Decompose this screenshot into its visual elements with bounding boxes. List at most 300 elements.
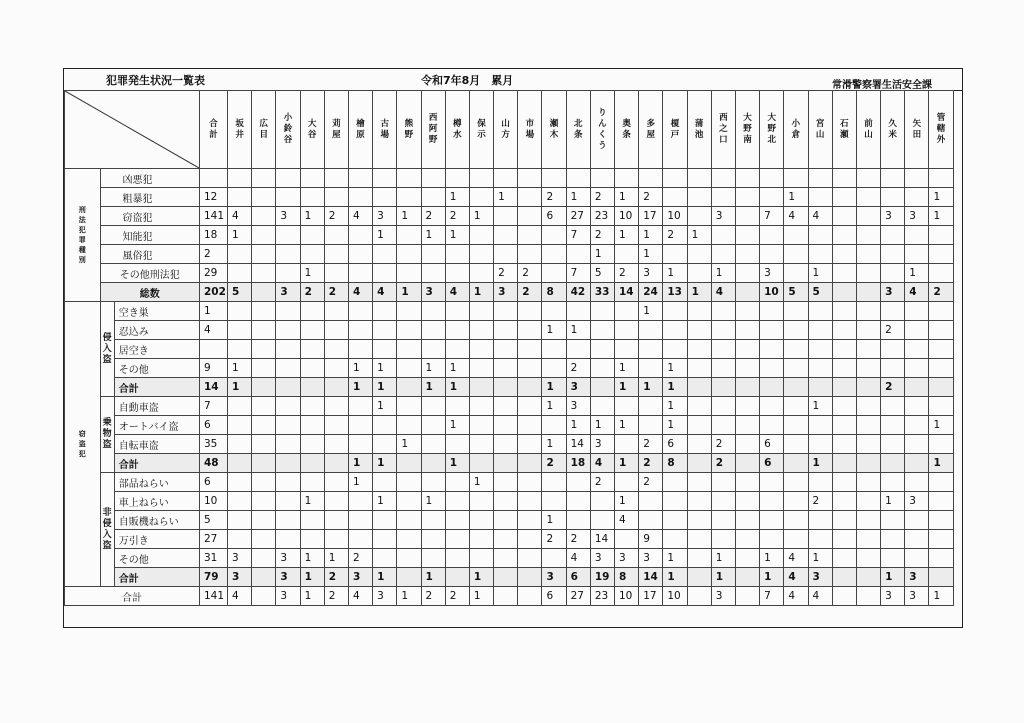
- table-cell: [300, 378, 324, 397]
- table-cell: [856, 302, 880, 321]
- table-cell: 2: [711, 435, 735, 454]
- table-cell: [784, 302, 808, 321]
- table-cell: [348, 169, 372, 188]
- table-row: [65, 169, 954, 188]
- table-cell: [808, 378, 832, 397]
- table-cell: [784, 226, 808, 245]
- report-period: 令和7年8月 累月: [421, 74, 514, 87]
- table-cell: 1: [663, 359, 687, 378]
- table-cell: [735, 283, 759, 302]
- table-cell: [881, 397, 905, 416]
- table-cell: [324, 397, 348, 416]
- table-cell: [397, 226, 421, 245]
- table-cell: [300, 454, 324, 473]
- table-cell: [687, 321, 711, 340]
- table-cell: [566, 245, 590, 264]
- table-cell: [711, 245, 735, 264]
- table-cell: [905, 359, 929, 378]
- table-cell: [760, 169, 784, 188]
- table-cell: [348, 264, 372, 283]
- table-cell: 2: [639, 435, 663, 454]
- table-cell: [518, 397, 542, 416]
- table-cell: [735, 397, 759, 416]
- table-cell: [348, 511, 372, 530]
- table-cell: [324, 340, 348, 359]
- column-header-label: 小鈴谷: [283, 113, 293, 145]
- row-label: 窃盗犯: [100, 207, 199, 226]
- table-cell: 2: [542, 454, 566, 473]
- table-cell: 1: [469, 283, 493, 302]
- table-cell: 1: [905, 264, 929, 283]
- column-header-label: 市場: [525, 118, 535, 140]
- table-row: [65, 492, 954, 511]
- diagonal-line: [65, 91, 199, 168]
- table-cell: [687, 530, 711, 549]
- table-cell: [445, 568, 469, 587]
- table-cell: [397, 359, 421, 378]
- table-cell: 2: [324, 207, 348, 226]
- column-header: [808, 91, 832, 169]
- table-cell: 202: [200, 283, 228, 302]
- column-header: [639, 91, 663, 169]
- section-label: 窃盗犯: [78, 430, 86, 458]
- table-cell: 4: [784, 207, 808, 226]
- column-header: [566, 91, 590, 169]
- table-cell: [905, 530, 929, 549]
- table-cell: [324, 530, 348, 549]
- table-row: [65, 283, 954, 302]
- table-cell: [711, 492, 735, 511]
- table-cell: 1: [639, 245, 663, 264]
- table-cell: 1: [566, 416, 590, 435]
- table-cell: 10: [663, 587, 687, 606]
- table-cell: [735, 587, 759, 606]
- table-cell: [615, 397, 639, 416]
- table-cell: [832, 492, 856, 511]
- table-cell: 2: [445, 207, 469, 226]
- table-cell: [905, 435, 929, 454]
- table-cell: 27: [566, 207, 590, 226]
- table-cell: 1: [687, 283, 711, 302]
- table-cell: [276, 530, 300, 549]
- table-cell: 14: [200, 378, 228, 397]
- table-cell: [711, 340, 735, 359]
- table-cell: [252, 245, 276, 264]
- table-cell: [856, 454, 880, 473]
- table-cell: 10: [760, 283, 784, 302]
- table-cell: 4: [808, 587, 832, 606]
- table-cell: [421, 511, 445, 530]
- table-cell: 1: [808, 264, 832, 283]
- column-header-label: 西之口: [719, 113, 728, 145]
- table-cell: 7: [566, 226, 590, 245]
- table-cell: [252, 264, 276, 283]
- table-cell: [735, 226, 759, 245]
- table-cell: [760, 302, 784, 321]
- table-cell: [397, 169, 421, 188]
- table-cell: [542, 245, 566, 264]
- table-cell: 2: [445, 587, 469, 606]
- table-cell: 10: [663, 207, 687, 226]
- table-row: [65, 511, 954, 530]
- table-cell: [518, 416, 542, 435]
- table-cell: [445, 321, 469, 340]
- table-cell: [929, 340, 953, 359]
- table-cell: [615, 473, 639, 492]
- table-cell: 1: [494, 188, 518, 207]
- table-cell: 10: [615, 207, 639, 226]
- table-cell: 1: [445, 359, 469, 378]
- table-cell: 10: [200, 492, 228, 511]
- table-cell: [687, 302, 711, 321]
- table-cell: [421, 264, 445, 283]
- table-row: [65, 188, 954, 207]
- table-cell: [687, 378, 711, 397]
- table-cell: [735, 359, 759, 378]
- table-cell: [324, 511, 348, 530]
- table-cell: 1: [445, 188, 469, 207]
- table-cell: 1: [373, 378, 397, 397]
- table-cell: 2: [518, 283, 542, 302]
- table-cell: 1: [711, 549, 735, 568]
- row-label: 万引き: [114, 530, 199, 549]
- table-cell: 1: [711, 264, 735, 283]
- table-cell: [856, 397, 880, 416]
- column-header: [615, 91, 639, 169]
- table-cell: [494, 416, 518, 435]
- table-cell: [881, 416, 905, 435]
- table-cell: [348, 397, 372, 416]
- column-header: [711, 91, 735, 169]
- column-header-label: 榎戸: [670, 118, 680, 140]
- table-cell: [639, 397, 663, 416]
- table-cell: [445, 245, 469, 264]
- table-cell: [590, 397, 614, 416]
- table-cell: 3: [373, 587, 397, 606]
- table-cell: 5: [228, 283, 252, 302]
- table-cell: [397, 416, 421, 435]
- table-cell: [590, 321, 614, 340]
- table-cell: [252, 378, 276, 397]
- table-cell: [929, 397, 953, 416]
- table-cell: [687, 549, 711, 568]
- table-cell: [687, 264, 711, 283]
- table-cell: 31: [200, 549, 228, 568]
- table-cell: [373, 416, 397, 435]
- table-cell: 1: [542, 378, 566, 397]
- table-cell: [881, 359, 905, 378]
- column-header-label: 山方: [501, 118, 510, 140]
- table-cell: 4: [784, 549, 808, 568]
- table-cell: 1: [687, 226, 711, 245]
- table-cell: [832, 283, 856, 302]
- table-cell: [687, 511, 711, 530]
- table-cell: [397, 264, 421, 283]
- table-cell: 9: [200, 359, 228, 378]
- table-cell: [929, 530, 953, 549]
- table-cell: 1: [760, 549, 784, 568]
- column-header-label: 前山: [864, 118, 873, 140]
- table-cell: 23: [590, 587, 614, 606]
- table-cell: [905, 511, 929, 530]
- table-cell: [711, 359, 735, 378]
- table-cell: 1: [469, 207, 493, 226]
- table-cell: [735, 245, 759, 264]
- table-cell: [929, 359, 953, 378]
- table-cell: [590, 302, 614, 321]
- table-cell: 1: [929, 207, 953, 226]
- table-cell: [784, 340, 808, 359]
- table-cell: 8: [542, 283, 566, 302]
- table-cell: [494, 302, 518, 321]
- row-label: 自動車盗: [114, 397, 199, 416]
- table-cell: [276, 245, 300, 264]
- table-cell: [856, 511, 880, 530]
- table-cell: [905, 302, 929, 321]
- table-cell: 2: [590, 226, 614, 245]
- table-cell: [784, 473, 808, 492]
- column-header: [397, 91, 421, 169]
- table-cell: [276, 302, 300, 321]
- table-cell: [784, 169, 808, 188]
- crime-statistics-document: [63, 68, 963, 628]
- table-cell: [663, 302, 687, 321]
- table-cell: [252, 416, 276, 435]
- table-cell: [856, 435, 880, 454]
- table-cell: 1: [397, 435, 421, 454]
- row-label: オートバイ盗: [114, 416, 199, 435]
- table-cell: 4: [228, 207, 252, 226]
- table-cell: [832, 340, 856, 359]
- table-cell: 3: [590, 549, 614, 568]
- table-cell: [494, 568, 518, 587]
- table-cell: [324, 169, 348, 188]
- table-cell: [542, 340, 566, 359]
- table-cell: [518, 169, 542, 188]
- table-cell: [324, 321, 348, 340]
- table-cell: 3: [639, 549, 663, 568]
- table-cell: [421, 245, 445, 264]
- table-cell: [639, 321, 663, 340]
- table-cell: 1: [469, 473, 493, 492]
- table-cell: 3: [542, 568, 566, 587]
- table-cell: [469, 264, 493, 283]
- diagonal-corner-cell: [65, 91, 200, 169]
- table-cell: [808, 302, 832, 321]
- table-cell: [856, 492, 880, 511]
- table-cell: [735, 321, 759, 340]
- table-cell: [469, 359, 493, 378]
- table-cell: [300, 397, 324, 416]
- table-cell: 23: [590, 207, 614, 226]
- table-cell: [687, 416, 711, 435]
- table-cell: 35: [200, 435, 228, 454]
- table-cell: 1: [324, 549, 348, 568]
- table-cell: [421, 416, 445, 435]
- table-cell: [445, 340, 469, 359]
- table-cell: [542, 302, 566, 321]
- table-cell: 27: [200, 530, 228, 549]
- table-cell: [373, 549, 397, 568]
- table-cell: 4: [590, 454, 614, 473]
- row-label: 忍込み: [114, 321, 199, 340]
- table-cell: 3: [348, 568, 372, 587]
- table-cell: 1: [228, 226, 252, 245]
- table-cell: [905, 188, 929, 207]
- table-cell: [445, 397, 469, 416]
- table-cell: [832, 226, 856, 245]
- table-cell: [856, 549, 880, 568]
- column-header-label: 大野南: [743, 113, 752, 145]
- subsection-label-cell: [100, 473, 114, 587]
- column-header-label: 蒲池: [694, 118, 704, 140]
- column-header: [663, 91, 687, 169]
- column-header-label: 大谷: [307, 118, 317, 140]
- table-cell: [808, 245, 832, 264]
- table-cell: [881, 226, 905, 245]
- table-cell: 1: [469, 568, 493, 587]
- table-cell: 4: [711, 283, 735, 302]
- table-cell: [856, 321, 880, 340]
- table-cell: 5: [590, 264, 614, 283]
- table-cell: 1: [566, 321, 590, 340]
- table-cell: [276, 397, 300, 416]
- department-name: 常滑警察署生活安全課: [832, 80, 932, 91]
- table-cell: [300, 511, 324, 530]
- table-cell: [421, 454, 445, 473]
- table-cell: 8: [663, 454, 687, 473]
- table-cell: [881, 188, 905, 207]
- table-cell: 3: [590, 435, 614, 454]
- table-cell: 1: [615, 492, 639, 511]
- table-cell: [494, 454, 518, 473]
- table-cell: [832, 378, 856, 397]
- table-cell: [542, 264, 566, 283]
- table-cell: [856, 245, 880, 264]
- row-label: 合計: [114, 378, 199, 397]
- table-row: [65, 207, 954, 226]
- table-cell: 1: [445, 226, 469, 245]
- table-cell: 1: [300, 587, 324, 606]
- table-cell: [615, 321, 639, 340]
- table-cell: [518, 435, 542, 454]
- crime-table-body: [65, 91, 954, 606]
- table-cell: [784, 511, 808, 530]
- table-cell: 3: [881, 587, 905, 606]
- table-cell: [566, 340, 590, 359]
- table-cell: [276, 473, 300, 492]
- table-cell: [445, 264, 469, 283]
- table-cell: 1: [421, 226, 445, 245]
- table-cell: [856, 587, 880, 606]
- column-header-label: 広目: [259, 118, 269, 140]
- table-cell: [832, 188, 856, 207]
- table-cell: [252, 169, 276, 188]
- table-cell: 2: [711, 454, 735, 473]
- table-cell: 4: [566, 549, 590, 568]
- table-cell: [760, 340, 784, 359]
- row-label: 風俗犯: [100, 245, 199, 264]
- table-cell: 2: [615, 264, 639, 283]
- table-cell: [494, 587, 518, 606]
- column-header: [276, 91, 300, 169]
- table-cell: [735, 435, 759, 454]
- table-cell: [711, 511, 735, 530]
- table-cell: 4: [373, 283, 397, 302]
- table-cell: [832, 568, 856, 587]
- table-cell: [542, 473, 566, 492]
- table-cell: [687, 340, 711, 359]
- table-cell: 1: [663, 416, 687, 435]
- table-cell: [881, 549, 905, 568]
- table-cell: 6: [200, 473, 228, 492]
- table-cell: [252, 587, 276, 606]
- column-header-label: 久米: [888, 118, 897, 140]
- table-cell: [590, 169, 614, 188]
- table-cell: [373, 530, 397, 549]
- table-cell: [639, 169, 663, 188]
- table-cell: [276, 492, 300, 511]
- table-row: [65, 302, 954, 321]
- table-cell: 17: [639, 207, 663, 226]
- column-header-label: 苅屋: [332, 118, 341, 140]
- column-header-label: 瀬木: [549, 118, 559, 140]
- table-cell: [711, 226, 735, 245]
- table-cell: [518, 188, 542, 207]
- table-cell: [397, 568, 421, 587]
- table-cell: [856, 264, 880, 283]
- table-cell: [469, 188, 493, 207]
- section-label-cell: [65, 302, 101, 587]
- table-cell: [373, 321, 397, 340]
- table-cell: [929, 492, 953, 511]
- column-header-label: 北条: [573, 118, 583, 140]
- table-cell: [373, 340, 397, 359]
- table-cell: [929, 302, 953, 321]
- table-cell: [373, 511, 397, 530]
- column-header: [324, 91, 348, 169]
- table-cell: [300, 435, 324, 454]
- table-cell: [494, 378, 518, 397]
- table-cell: [735, 207, 759, 226]
- table-cell: [711, 397, 735, 416]
- table-cell: 1: [808, 549, 832, 568]
- table-cell: [200, 340, 228, 359]
- column-header-label: 合計: [209, 118, 218, 140]
- table-cell: [445, 435, 469, 454]
- table-row: [65, 340, 954, 359]
- row-label: その他: [114, 359, 199, 378]
- table-cell: [808, 321, 832, 340]
- table-cell: 1: [615, 454, 639, 473]
- table-cell: [929, 226, 953, 245]
- table-cell: [494, 530, 518, 549]
- column-header: [856, 91, 880, 169]
- table-row: [65, 264, 954, 283]
- table-cell: [228, 188, 252, 207]
- table-cell: 1: [300, 549, 324, 568]
- table-cell: [348, 416, 372, 435]
- row-label: 合計: [114, 454, 199, 473]
- table-cell: [615, 302, 639, 321]
- table-cell: 1: [373, 226, 397, 245]
- table-cell: 1: [639, 378, 663, 397]
- table-cell: [518, 568, 542, 587]
- table-cell: [542, 492, 566, 511]
- table-cell: [397, 378, 421, 397]
- table-cell: 1: [808, 454, 832, 473]
- table-cell: [735, 188, 759, 207]
